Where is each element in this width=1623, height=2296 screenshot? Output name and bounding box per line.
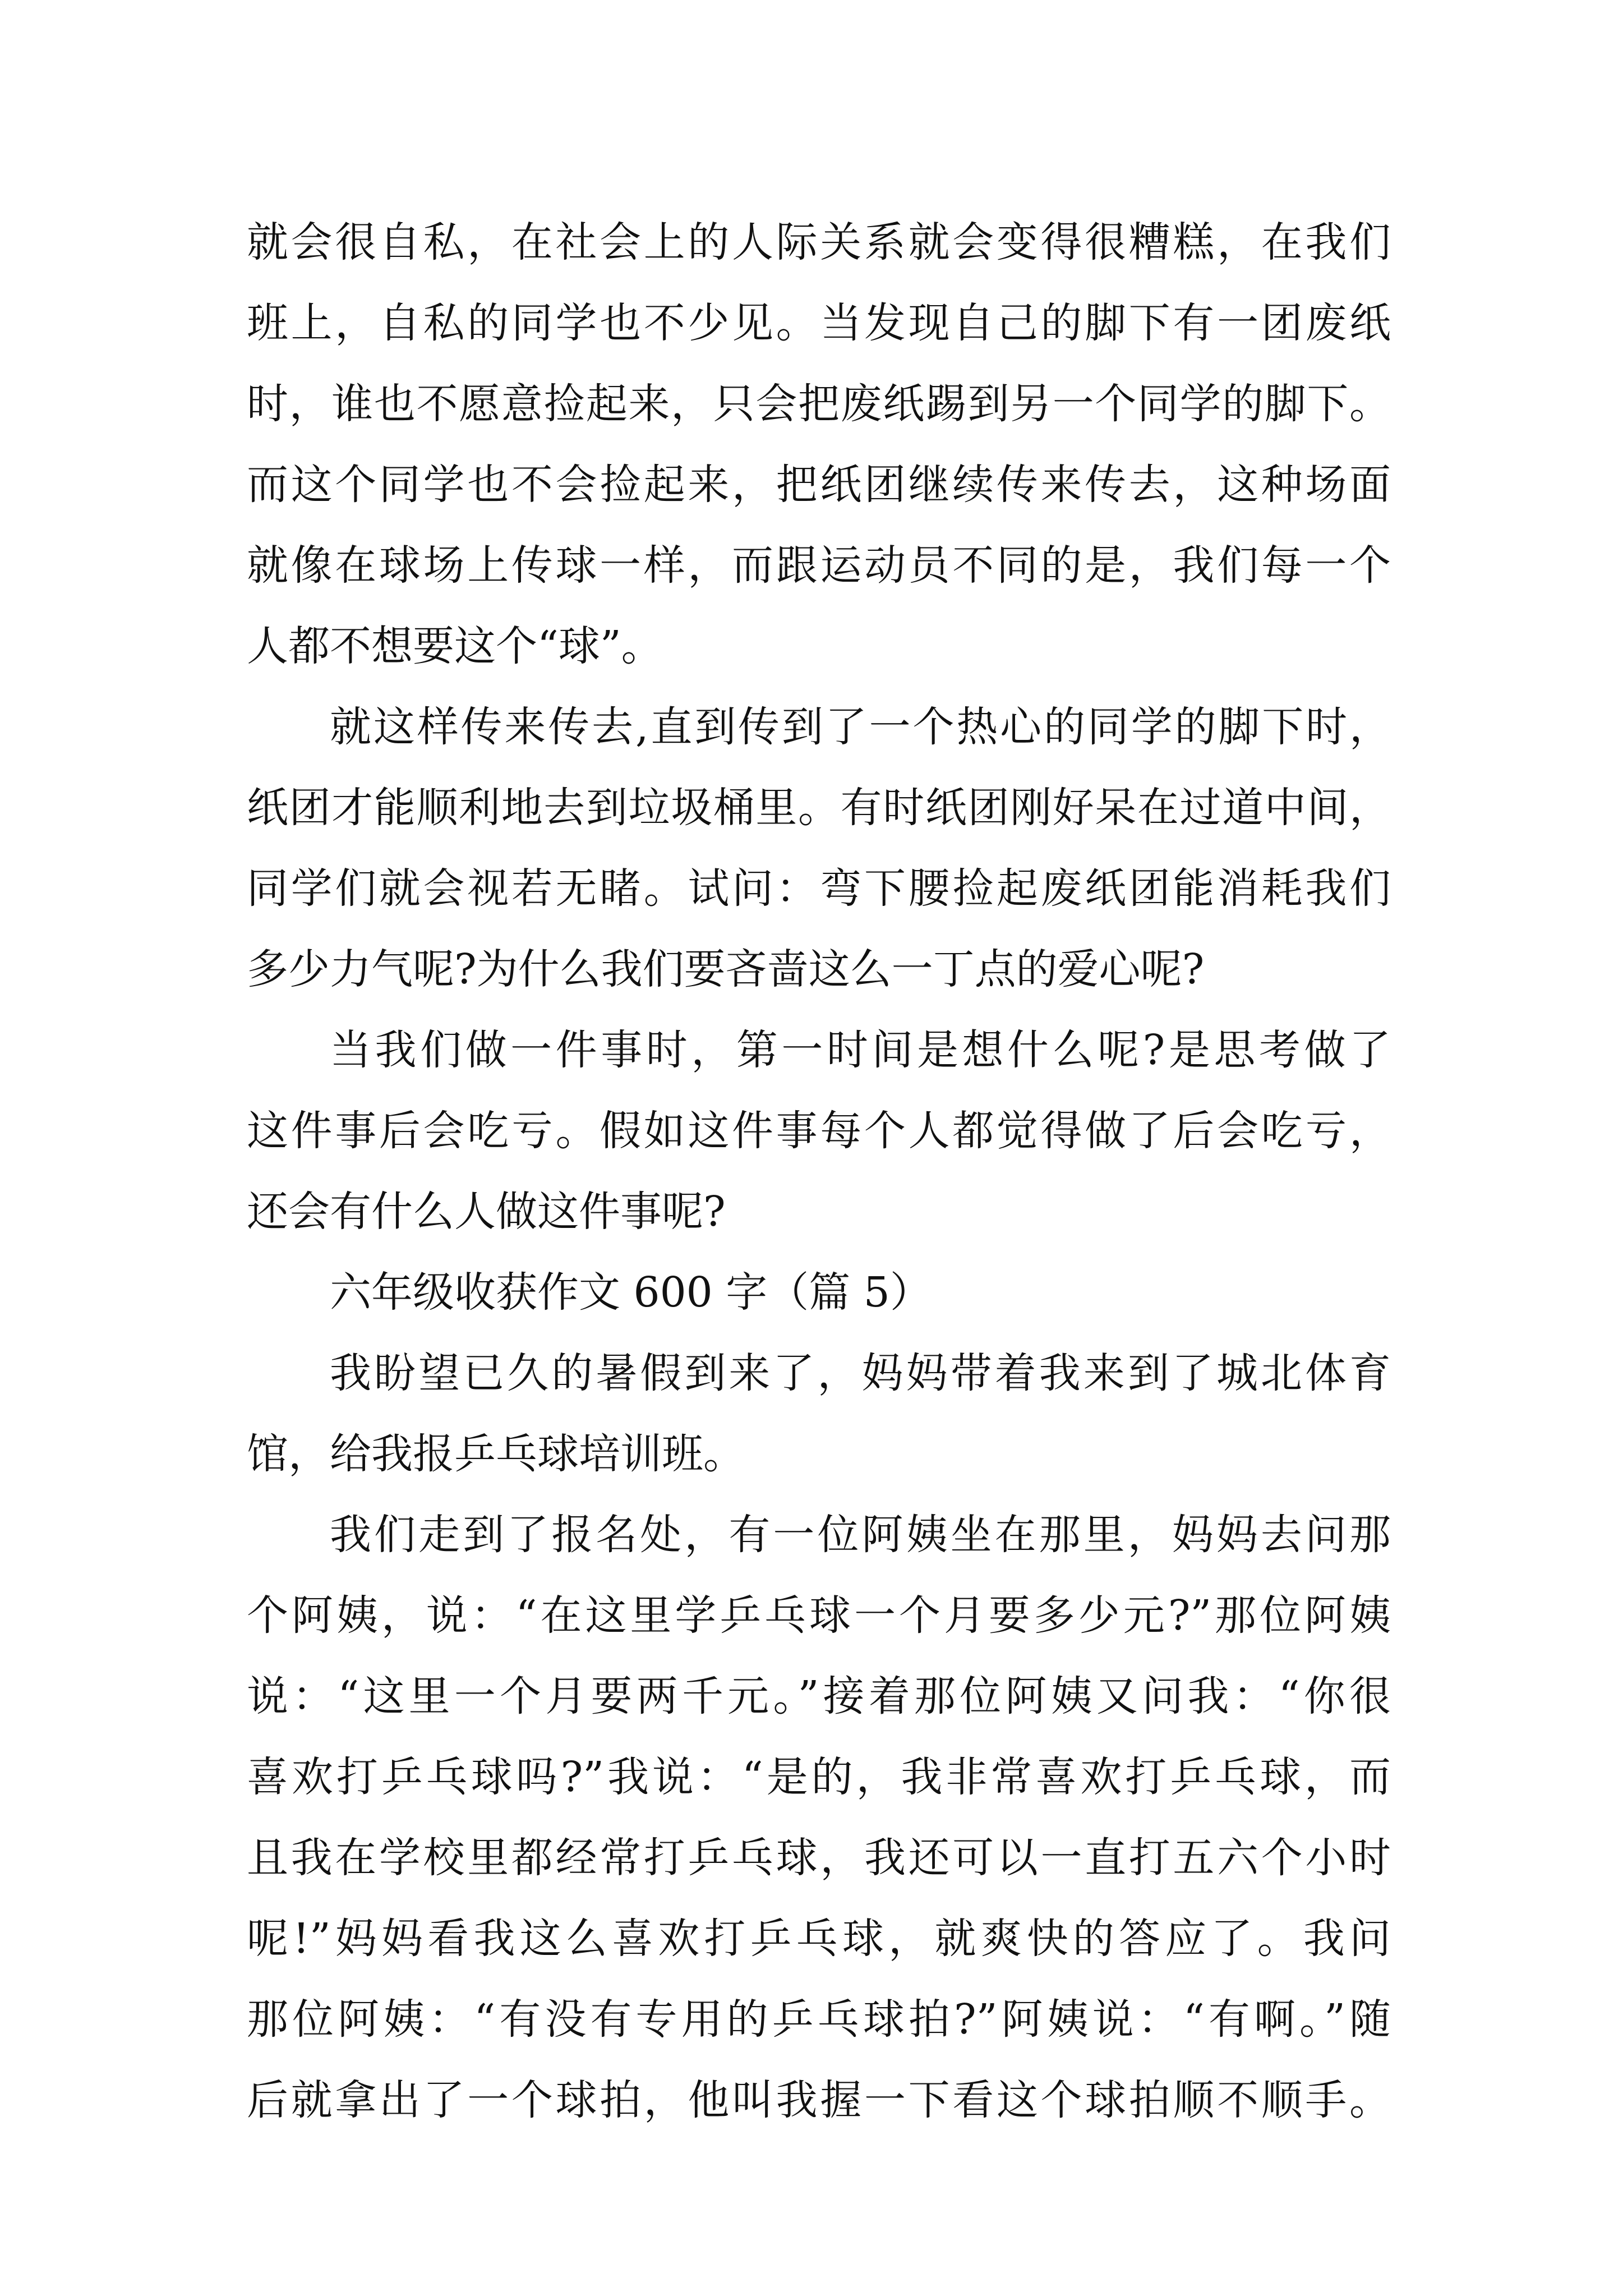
text-line: 喜欢打乒乓球吗?”我说：“是的，我非常喜欢打乒乓球，而	[247, 1753, 1391, 1801]
text-line: 当我们做一件事时，第一时间是想什么呢?是思考做了	[330, 1026, 1391, 1074]
text-line: 我盼望已久的暑假到来了，妈妈带着我来到了城北体育	[330, 1349, 1391, 1397]
text-line: 人都不想要这个“球”。	[247, 622, 663, 670]
text-line: 纸团才能顺利地去到垃圾桶里。有时纸团刚好呆在过道中间，	[247, 784, 1391, 832]
text-line: 就会很自私，在社会上的人际关系就会变得很糟糕，在我们	[247, 218, 1391, 266]
text-line: 个阿姨，说：“在这里学乒乓球一个月要多少元?”那位阿姨	[247, 1591, 1391, 1640]
text-line: 班上，自私的同学也不少见。当发现自己的脚下有一团废纸	[247, 299, 1391, 347]
body-text	[247, 202, 1391, 2141]
text-line: 且我在学校里都经常打乒乓球，我还可以一直打五六个小时	[247, 1834, 1391, 1882]
text-line: 呢!”妈妈看我这么喜欢打乒乓球，就爽快的答应了。我问	[247, 1915, 1391, 1963]
section-heading: 六年级收获作文 600 字（篇 5）	[330, 1268, 932, 1317]
text-line: 那位阿姨：“有没有专用的乒乓球拍?”阿姨说：“有啊。”随	[247, 1995, 1391, 2044]
text-line: 这件事后会吃亏。假如这件事每个人都觉得做了后会吃亏，	[247, 1107, 1391, 1155]
text-line: 说：“这里一个月要两千元。”接着那位阿姨又问我：“你很	[247, 1672, 1391, 1720]
text-line: 多少力气呢?为什么我们要吝啬这么一丁点的爱心呢?	[247, 945, 1205, 993]
text-line: 时，谁也不愿意捡起来，只会把废纸踢到另一个同学的脚下。	[247, 380, 1391, 428]
text-line: 就像在球场上传球一样，而跟运动员不同的是，我们每一个	[247, 541, 1391, 590]
text-line: 我们走到了报名处，有一位阿姨坐在那里，妈妈去问那	[330, 1511, 1391, 1559]
text-line: 而这个同学也不会捡起来，把纸团继续传来传去，这种场面	[247, 461, 1391, 509]
text-line: 就这样传来传去,直到传到了一个热心的同学的脚下时，	[330, 703, 1391, 751]
text-line: 还会有什么人做这件事呢?	[247, 1188, 726, 1236]
text-line: 后就拿出了一个球拍，他叫我握一下看这个球拍顺不顺手。	[247, 2076, 1391, 2124]
text-line: 馆，给我报乒乓球培训班。	[247, 1430, 745, 1478]
text-line: 同学们就会视若无睹。试问：弯下腰捡起废纸团能消耗我们	[247, 864, 1391, 913]
